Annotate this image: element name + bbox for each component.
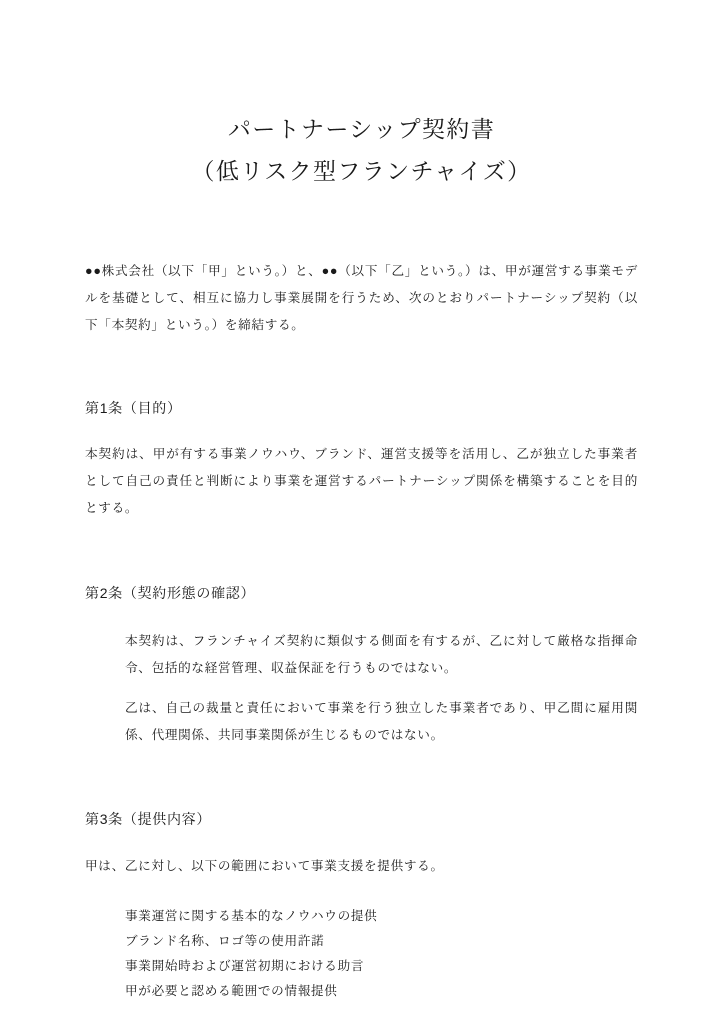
article-2-paragraph-2: 乙は、自己の裁量と責任において事業を行う独立した事業者であり、甲乙間に雇用関係、代理関係、共同事業関係が生じるものではない。 — [125, 700, 638, 742]
article-2-heading: 第2条（契約形態の確認） — [85, 585, 256, 601]
article-3-heading: 第3条（提供内容） — [85, 810, 212, 827]
article-2 — [85, 582, 638, 749]
article-1-paragraph-1: 本契約は、甲が有する事業ノウハウ、ブランド、運営支援等を活用し、乙が独立した事業者として自己の責任と判断により事業を運営するパートナーシップ関係を構築することを目的とする。 — [85, 447, 638, 515]
article-1 — [85, 397, 638, 522]
list-item: 事業運営に関する基本的なノウハウの提供 — [125, 908, 378, 923]
title-line-primary: パートナーシップ契約書 — [227, 116, 496, 142]
article-3 — [85, 808, 638, 1004]
list-item: 事業開始時および運営初期における助言 — [125, 958, 365, 973]
document-title — [85, 108, 638, 192]
list-item: 甲が必要と認める範囲での情報提供 — [125, 983, 338, 998]
list-item: ブランド名称、ロゴ等の使用許諾 — [125, 933, 325, 948]
document-body — [85, 0, 638, 1004]
article-3-intro: 甲は、乙に対し、以下の範囲において事業支援を提供する。 — [85, 858, 444, 873]
provision-list — [85, 904, 638, 1004]
title-line-subtitle: （低リスク型フランチャイズ） — [191, 158, 532, 184]
preamble-paragraph: ●●株式会社（以下「甲」という。）と、●●（以下「乙」という。）は、甲が運営する事業モデルを基礎として、相互に協力し事業展開を行うため、次のとおりパートナーシップ契約（以下「本契約」という。）を締結する。 — [85, 264, 638, 332]
article-1-heading: 第1条（目的） — [85, 400, 182, 416]
article-2-paragraph-1: 本契約は、フランチャイズ契約に類似する側面を有するが、乙に対して厳格な指揮命令、包括的な経営管理、収益保証を行うものではない。 — [125, 634, 638, 675]
